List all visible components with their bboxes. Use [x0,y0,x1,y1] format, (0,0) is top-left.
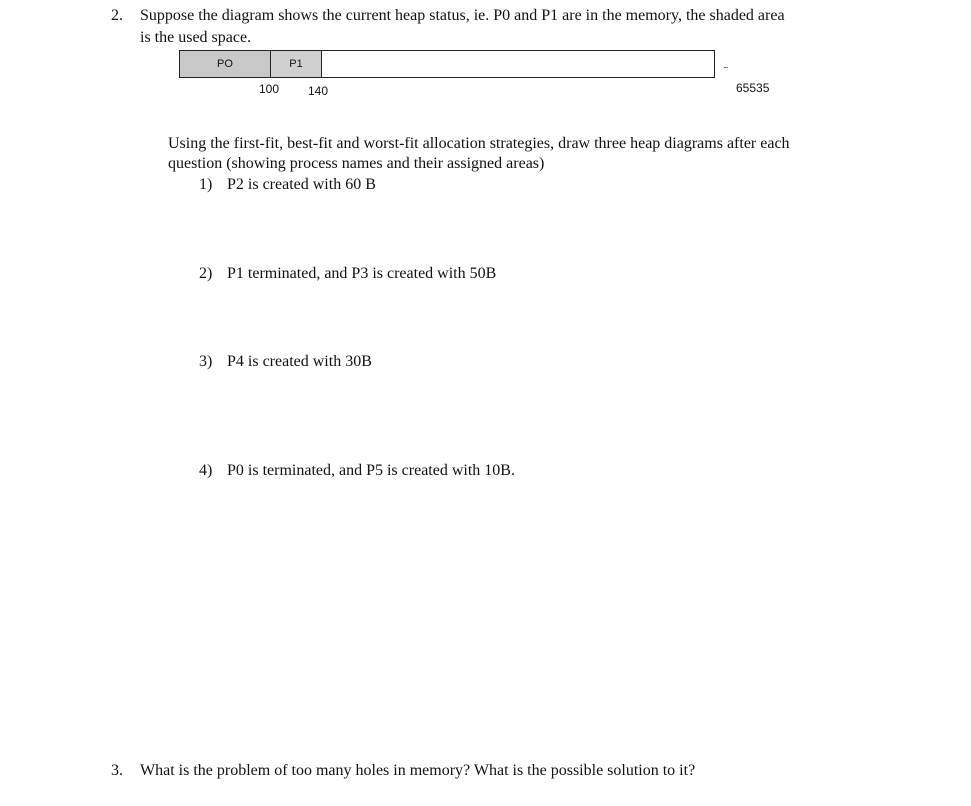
address-tick-140: 140 [308,84,329,98]
step-2-text: P1 terminated, and P3 is created with 50B [227,265,497,282]
address-tick-100: 100 [259,82,280,96]
p0-label: PO [217,58,233,70]
step-3-text: P4 is created with 30B [227,353,372,370]
heap-segment-p0 [180,51,271,77]
question-3-text: What is the problem of too many holes in memory? What is the possible solution to it? [140,762,696,779]
step-1-number: 1) [199,176,213,193]
question-2-number: 2. [111,7,123,24]
question-2-line-2: is the used space. [140,29,252,46]
step-1-text: P2 is created with 60 B [227,176,376,193]
address-tick-65535: 65535 [736,81,770,95]
step-2-number: 2) [199,265,213,282]
step-3-number: 3) [199,353,213,370]
instructions-line-2: question (showing process names and their assigned areas) [168,155,545,172]
step-4-number: 4) [199,462,213,479]
instructions-line-1: Using the first-fit, best-fit and worst-fit allocation strategies, draw three heap diagrams after each [168,135,790,152]
heap-segment-p1 [271,51,322,77]
heap-ellipsis: ... [723,60,728,70]
question-2-line-1: Suppose the diagram shows the current heap status, ie. P0 and P1 are in the memory, the shaded area [140,7,785,24]
p1-label: P1 [289,58,303,70]
step-4-text: P0 is terminated, and P5 is created with 10B. [227,462,515,479]
heap-bar [179,50,715,78]
question-3-number: 3. [111,762,123,779]
